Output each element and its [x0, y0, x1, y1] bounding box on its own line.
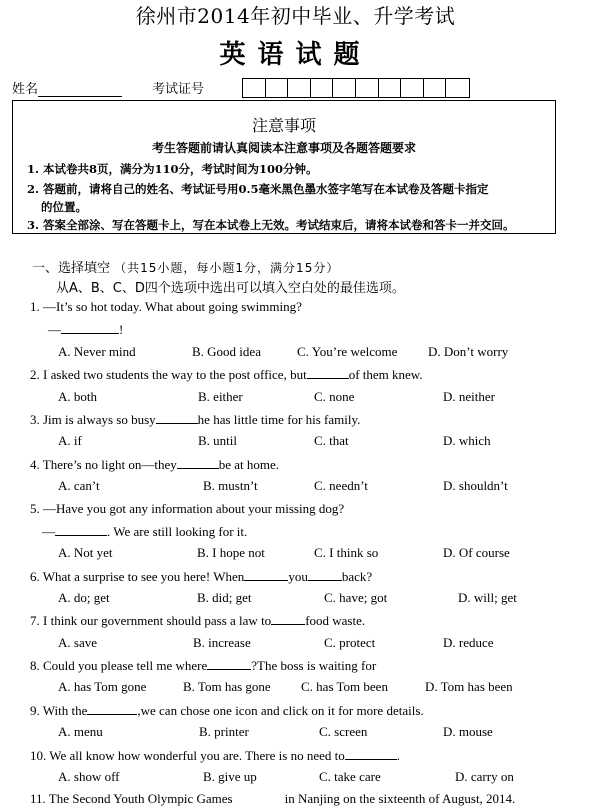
option[interactable]: D. carry on — [455, 769, 514, 784]
notice-item: 1. 本试卷共8页，满分为110分，考试时间为100分钟。 — [27, 162, 318, 176]
answer-blank[interactable] — [87, 702, 137, 715]
answer-blank[interactable] — [345, 747, 397, 760]
option[interactable]: D. will; get — [458, 590, 517, 605]
option[interactable]: A. can’t — [58, 478, 100, 493]
notice-item: 3. 答案全部涂、写在答题卡上，写在本试卷上无效。考试结束后，请将本试卷和答卡一并交回。 — [27, 218, 515, 232]
subject-title: 英语试题 — [219, 40, 372, 70]
answer-blank[interactable] — [308, 568, 342, 581]
answer-blank[interactable] — [55, 523, 107, 536]
answer-blank[interactable] — [233, 791, 285, 803]
question-stem: 4. There’s no light on—they be at home. — [30, 457, 280, 472]
question-stem: 10. We all know how wonderful you are. There is no need to . — [30, 748, 400, 763]
question-stem: 6. What a surprise to see you here! When you back? — [30, 569, 373, 584]
option[interactable]: C. needn’t — [314, 478, 368, 493]
question-stem: — . We are still looking for it. — [42, 524, 248, 539]
option[interactable]: C. screen — [319, 724, 368, 739]
question-stem: 8. Could you please tell me where ?The boss is waiting for — [30, 658, 377, 673]
exam-title: 徐州市2014年初中毕业、升学考试 — [135, 4, 456, 28]
name-field[interactable] — [38, 82, 122, 97]
option[interactable]: D. mouse — [443, 724, 493, 739]
option[interactable]: B. Good idea — [192, 344, 261, 359]
option[interactable]: B. did; get — [197, 590, 252, 605]
option[interactable]: B. give up — [203, 769, 257, 784]
section-note: （共15小题，每小题1分，满分15分） — [114, 261, 340, 275]
option[interactable]: B. printer — [199, 724, 249, 739]
question-stem: — ! — [48, 322, 124, 337]
question-stem: 5. —Have you got any information about your missing dog? — [30, 501, 345, 516]
option[interactable]: C. You’re welcome — [297, 344, 398, 359]
section-title: 一、选择填空 — [32, 261, 111, 276]
name-label: 姓名 — [12, 82, 39, 97]
answer-blank[interactable] — [207, 657, 251, 670]
option[interactable]: D. shouldn’t — [443, 478, 508, 493]
option[interactable]: C. have; got — [324, 590, 388, 605]
answer-blank[interactable] — [177, 456, 219, 469]
notice-item: 2. 答题前，请将自己的姓名、考试证号用0.5毫米黑色墨水签字笔写在本试卷及答题卡指定 — [27, 182, 489, 196]
answer-blank[interactable] — [307, 366, 349, 379]
question-stem: 9. With the ,we can chose one icon and click on it for more details. — [30, 703, 424, 718]
notice-subheading: 考生答题前请认真阅读本注意事项及各题答题要求 — [151, 141, 416, 155]
option[interactable]: C. take care — [319, 769, 381, 784]
option[interactable]: B. until — [198, 433, 238, 448]
option[interactable]: A. if — [58, 433, 82, 448]
notice-box — [12, 100, 556, 234]
option[interactable]: A. has Tom gone — [58, 679, 147, 694]
option[interactable]: C. none — [314, 389, 355, 404]
answer-blank[interactable] — [271, 612, 305, 625]
option[interactable]: D. which — [443, 433, 491, 448]
option[interactable]: A. both — [58, 389, 97, 404]
option[interactable]: B. I hope not — [197, 545, 265, 560]
exam-id-boxes[interactable] — [242, 78, 470, 98]
question-stem: 3. Jim is always so busy he has little time for his family. — [30, 412, 361, 427]
option[interactable]: B. increase — [193, 635, 251, 650]
question-stem: 11. The Second Youth Olympic Games in Nanjing on the sixteenth of August, 2014. — [30, 791, 516, 806]
option[interactable]: B. Tom has gone — [183, 679, 271, 694]
option[interactable]: B. mustn’t — [203, 478, 258, 493]
question-stem: 1. —It’s so hot today. What about going swimming? — [30, 299, 302, 314]
option[interactable]: A. show off — [58, 769, 120, 784]
option[interactable]: D. neither — [443, 389, 495, 404]
notice-item: 的位置。 — [41, 200, 87, 214]
notice-heading: 注意事项 — [251, 116, 316, 135]
option[interactable]: A. do; get — [58, 590, 110, 605]
option[interactable]: D. Don’t worry — [428, 344, 509, 359]
section-instruction: 从A、B、C、D四个选项中选出可以填入空白处的最佳选项。 — [56, 281, 405, 296]
option[interactable]: A. Not yet — [58, 545, 113, 560]
option[interactable]: D. reduce — [443, 635, 494, 650]
answer-blank[interactable] — [156, 411, 198, 424]
option[interactable]: C. has Tom been — [301, 679, 388, 694]
question-stem: 2. I asked two students the way to the post office, but of them knew. — [30, 367, 423, 382]
option[interactable]: D. Of course — [443, 545, 510, 560]
section-heading — [32, 257, 339, 276]
exam-id-label: 考试证号 — [152, 82, 205, 97]
option[interactable]: A. save — [58, 635, 97, 650]
option[interactable]: A. Never mind — [58, 344, 136, 359]
answer-blank[interactable] — [61, 321, 119, 334]
student-info-row — [12, 78, 204, 97]
option[interactable]: D. Tom has been — [425, 679, 513, 694]
option[interactable]: C. I think so — [314, 545, 379, 560]
option[interactable]: C. that — [314, 433, 349, 448]
option[interactable]: C. protect — [324, 635, 376, 650]
option[interactable]: B. either — [198, 389, 243, 404]
answer-blank[interactable] — [244, 568, 288, 581]
option[interactable]: A. menu — [58, 724, 103, 739]
question-stem: 7. I think our government should pass a law to food waste. — [30, 613, 366, 628]
